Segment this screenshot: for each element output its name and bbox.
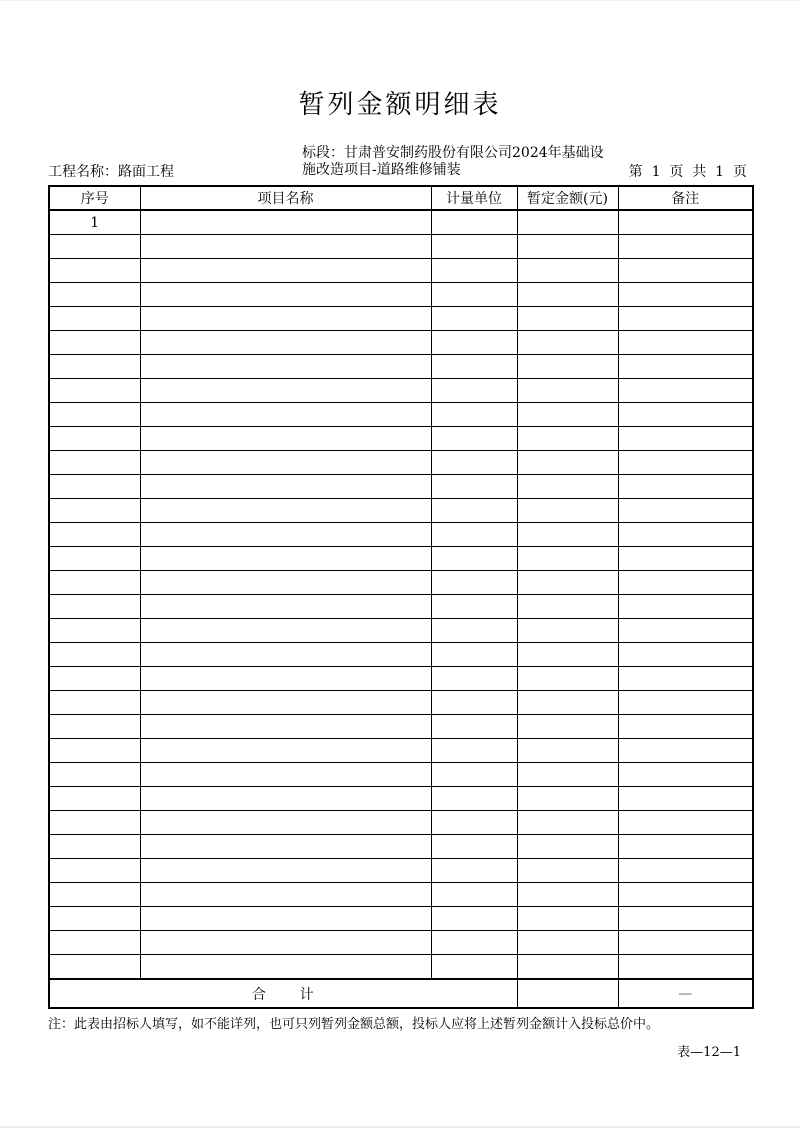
page-number: 第 1 页 共 1 页 <box>628 164 747 180</box>
table-row <box>49 907 753 931</box>
table-cell-remark <box>618 523 753 547</box>
table-cell-name <box>140 931 431 955</box>
table-cell-remark <box>618 907 753 931</box>
table-row <box>49 523 753 547</box>
table-row <box>49 451 753 475</box>
table-row <box>49 619 753 643</box>
table-cell-name <box>140 259 431 283</box>
table-cell-remark <box>618 379 753 403</box>
table-row <box>49 739 753 763</box>
table-body <box>49 210 753 979</box>
table-cell-unit <box>431 835 517 859</box>
page-title: 暂列金额明细表 <box>298 90 502 120</box>
table-cell-remark <box>618 595 753 619</box>
table-cell-seq <box>49 475 140 499</box>
table-cell-remark <box>618 739 753 763</box>
total-label: 合 计 <box>49 979 517 1008</box>
table-cell-name <box>140 859 431 883</box>
table-cell-unit <box>431 787 517 811</box>
table-cell-name <box>140 307 431 331</box>
table-cell-unit <box>431 859 517 883</box>
table-cell-name <box>140 811 431 835</box>
table-cell-seq <box>49 403 140 427</box>
table-cell-amount <box>517 427 618 451</box>
table-cell-remark <box>618 499 753 523</box>
table-cell-amount <box>517 210 618 235</box>
table-cell-name <box>140 571 431 595</box>
table-cell-remark <box>618 883 753 907</box>
table-cell-seq <box>49 451 140 475</box>
table-cell-remark <box>618 667 753 691</box>
table-cell-remark <box>618 355 753 379</box>
table-row <box>49 403 753 427</box>
table-cell-amount <box>517 835 618 859</box>
table-cell-seq <box>49 763 140 787</box>
table-cell-seq <box>49 307 140 331</box>
table-row <box>49 763 753 787</box>
page-edge-top <box>0 0 800 1</box>
table-row <box>49 787 753 811</box>
table-cell-unit <box>431 475 517 499</box>
table-cell-unit <box>431 883 517 907</box>
table-cell-remark <box>618 955 753 980</box>
table-row <box>49 283 753 307</box>
table-cell-unit <box>431 307 517 331</box>
table-cell-remark <box>618 715 753 739</box>
table-cell-unit <box>431 235 517 259</box>
table-cell-unit <box>431 619 517 643</box>
table-row <box>49 259 753 283</box>
table-cell-name <box>140 427 431 451</box>
table-row <box>49 811 753 835</box>
table-cell-amount <box>517 811 618 835</box>
table-cell-unit <box>431 643 517 667</box>
table-cell-unit <box>431 499 517 523</box>
table-cell-seq <box>49 955 140 980</box>
table-cell-amount <box>517 643 618 667</box>
table-cell-name <box>140 787 431 811</box>
table-cell-seq <box>49 811 140 835</box>
section-info <box>302 145 604 179</box>
table-cell-seq <box>49 715 140 739</box>
table-row <box>49 955 753 980</box>
table-cell-unit <box>431 210 517 235</box>
table-cell-name <box>140 235 431 259</box>
table-cell-remark <box>618 259 753 283</box>
table-cell-name <box>140 619 431 643</box>
col-header-seq: 序号 <box>49 186 140 210</box>
table-cell-amount <box>517 259 618 283</box>
footnote: 注：此表由招标人填写，如不能详列，也可只列暂列金额总额，投标人应将上述暂列金额计入投标总价中。 <box>48 1017 660 1032</box>
table-cell-amount <box>517 235 618 259</box>
table-cell-name <box>140 835 431 859</box>
table-cell-seq <box>49 259 140 283</box>
table-cell-unit <box>431 595 517 619</box>
table-cell-name <box>140 955 431 980</box>
table-cell-unit <box>431 931 517 955</box>
form-code: 表—12—1 <box>677 1045 741 1060</box>
table-cell-remark <box>618 403 753 427</box>
table-cell-amount <box>517 931 618 955</box>
table-cell-amount <box>517 331 618 355</box>
table-cell-amount <box>517 571 618 595</box>
total-amount <box>517 979 618 1008</box>
col-header-name: 项目名称 <box>140 186 431 210</box>
table-cell-name <box>140 523 431 547</box>
table-cell-unit <box>431 955 517 980</box>
table-row <box>49 571 753 595</box>
table-cell-unit <box>431 283 517 307</box>
table-cell-seq: 1 <box>49 210 140 235</box>
table-cell-seq <box>49 331 140 355</box>
table-cell-amount <box>517 451 618 475</box>
table-cell-name <box>140 715 431 739</box>
table-cell-amount <box>517 763 618 787</box>
table-cell-unit <box>431 403 517 427</box>
table-cell-amount <box>517 787 618 811</box>
table-cell-remark <box>618 475 753 499</box>
table-cell-unit <box>431 667 517 691</box>
table-cell-name <box>140 355 431 379</box>
table-cell-unit <box>431 331 517 355</box>
table-row <box>49 835 753 859</box>
table-cell-amount <box>517 475 618 499</box>
section-line1: 标段：甘肃普安制药股份有限公司2024年基础设 <box>302 145 604 161</box>
table-cell-name <box>140 403 431 427</box>
table-row <box>49 355 753 379</box>
table-cell-seq <box>49 379 140 403</box>
total-remark-dash: — <box>618 979 753 1008</box>
table-cell-seq <box>49 643 140 667</box>
table-cell-seq <box>49 739 140 763</box>
col-header-remark: 备注 <box>618 186 753 210</box>
table-row <box>49 331 753 355</box>
table-cell-amount <box>517 403 618 427</box>
table-cell-name <box>140 331 431 355</box>
table-cell-remark <box>618 210 753 235</box>
table-cell-remark <box>618 451 753 475</box>
table-row <box>49 691 753 715</box>
table-cell-amount <box>517 523 618 547</box>
table-cell-amount <box>517 283 618 307</box>
table-cell-amount <box>517 883 618 907</box>
table-cell-remark <box>618 835 753 859</box>
table-cell-seq <box>49 283 140 307</box>
col-header-amount: 暂定金额(元) <box>517 186 618 210</box>
table-cell-unit <box>431 739 517 763</box>
col-header-unit: 计量单位 <box>431 186 517 210</box>
project-name-label: 工程名称：路面工程 <box>48 164 174 180</box>
table-cell-name <box>140 643 431 667</box>
table-cell-unit <box>431 547 517 571</box>
table-cell-seq <box>49 235 140 259</box>
table-cell-amount <box>517 691 618 715</box>
table-cell-unit <box>431 811 517 835</box>
total-row <box>49 979 753 1008</box>
table-row <box>49 307 753 331</box>
table-cell-seq <box>49 523 140 547</box>
table-row <box>49 379 753 403</box>
table-cell-remark <box>618 547 753 571</box>
table-cell-unit <box>431 691 517 715</box>
table-cell-seq <box>49 619 140 643</box>
table-header-row <box>49 186 753 210</box>
table-cell-unit <box>431 427 517 451</box>
table-cell-name <box>140 499 431 523</box>
table-cell-remark <box>618 931 753 955</box>
table-cell-name <box>140 883 431 907</box>
table-row <box>49 859 753 883</box>
table-cell-seq <box>49 355 140 379</box>
table-row <box>49 427 753 451</box>
table-cell-remark <box>618 331 753 355</box>
table-cell-seq <box>49 595 140 619</box>
table-cell-unit <box>431 523 517 547</box>
table-cell-name <box>140 907 431 931</box>
table-cell-amount <box>517 667 618 691</box>
table-cell-amount <box>517 355 618 379</box>
table-row <box>49 547 753 571</box>
table-cell-name <box>140 283 431 307</box>
table-cell-seq <box>49 931 140 955</box>
table-cell-unit <box>431 763 517 787</box>
table-cell-seq <box>49 571 140 595</box>
table-cell-amount <box>517 547 618 571</box>
table-cell-remark <box>618 427 753 451</box>
table-row <box>49 643 753 667</box>
table-cell-amount <box>517 595 618 619</box>
table-row <box>49 595 753 619</box>
table-cell-amount <box>517 859 618 883</box>
table-cell-amount <box>517 715 618 739</box>
table-cell-amount <box>517 379 618 403</box>
table-cell-seq <box>49 835 140 859</box>
table-row <box>49 235 753 259</box>
table-cell-seq <box>49 667 140 691</box>
table-cell-seq <box>49 547 140 571</box>
table-cell-remark <box>618 571 753 595</box>
table-cell-unit <box>431 715 517 739</box>
table-cell-seq <box>49 427 140 451</box>
table-cell-unit <box>431 355 517 379</box>
table-row <box>49 475 753 499</box>
table-cell-remark <box>618 763 753 787</box>
provisional-sum-table <box>48 185 754 1009</box>
table-cell-unit <box>431 259 517 283</box>
table-cell-amount <box>517 739 618 763</box>
table-cell-amount <box>517 619 618 643</box>
table-cell-seq <box>49 691 140 715</box>
table-cell-amount <box>517 955 618 980</box>
table-cell-seq <box>49 859 140 883</box>
table-cell-name <box>140 667 431 691</box>
table-cell-seq <box>49 499 140 523</box>
table-row <box>49 715 753 739</box>
table-cell-name <box>140 210 431 235</box>
table-cell-remark <box>618 307 753 331</box>
table-cell-remark <box>618 787 753 811</box>
table-row <box>49 499 753 523</box>
table-header <box>49 186 753 210</box>
table-cell-name <box>140 691 431 715</box>
table-cell-unit <box>431 571 517 595</box>
table-cell-remark <box>618 811 753 835</box>
section-line2: 施改造项目-道路维修铺装 <box>302 162 461 178</box>
table-cell-name <box>140 475 431 499</box>
table-cell-seq <box>49 883 140 907</box>
table-cell-seq <box>49 907 140 931</box>
table-cell-amount <box>517 499 618 523</box>
table-cell-unit <box>431 907 517 931</box>
table-cell-amount <box>517 907 618 931</box>
table-cell-name <box>140 763 431 787</box>
table-cell-remark <box>618 643 753 667</box>
table-cell-amount <box>517 307 618 331</box>
table-cell-unit <box>431 451 517 475</box>
table-cell-name <box>140 451 431 475</box>
table-cell-unit <box>431 379 517 403</box>
table-cell-remark <box>618 859 753 883</box>
table-cell-remark <box>618 283 753 307</box>
table-cell-name <box>140 547 431 571</box>
table-cell-name <box>140 739 431 763</box>
table-cell-remark <box>618 235 753 259</box>
table-row <box>49 931 753 955</box>
table-row <box>49 883 753 907</box>
table-cell-remark <box>618 619 753 643</box>
meta-header <box>48 145 752 184</box>
table-cell-seq <box>49 787 140 811</box>
table-cell-name <box>140 595 431 619</box>
table-cell-remark <box>618 691 753 715</box>
table-row <box>49 210 753 235</box>
table-row <box>49 667 753 691</box>
table-cell-name <box>140 379 431 403</box>
table-footer <box>49 979 753 1008</box>
